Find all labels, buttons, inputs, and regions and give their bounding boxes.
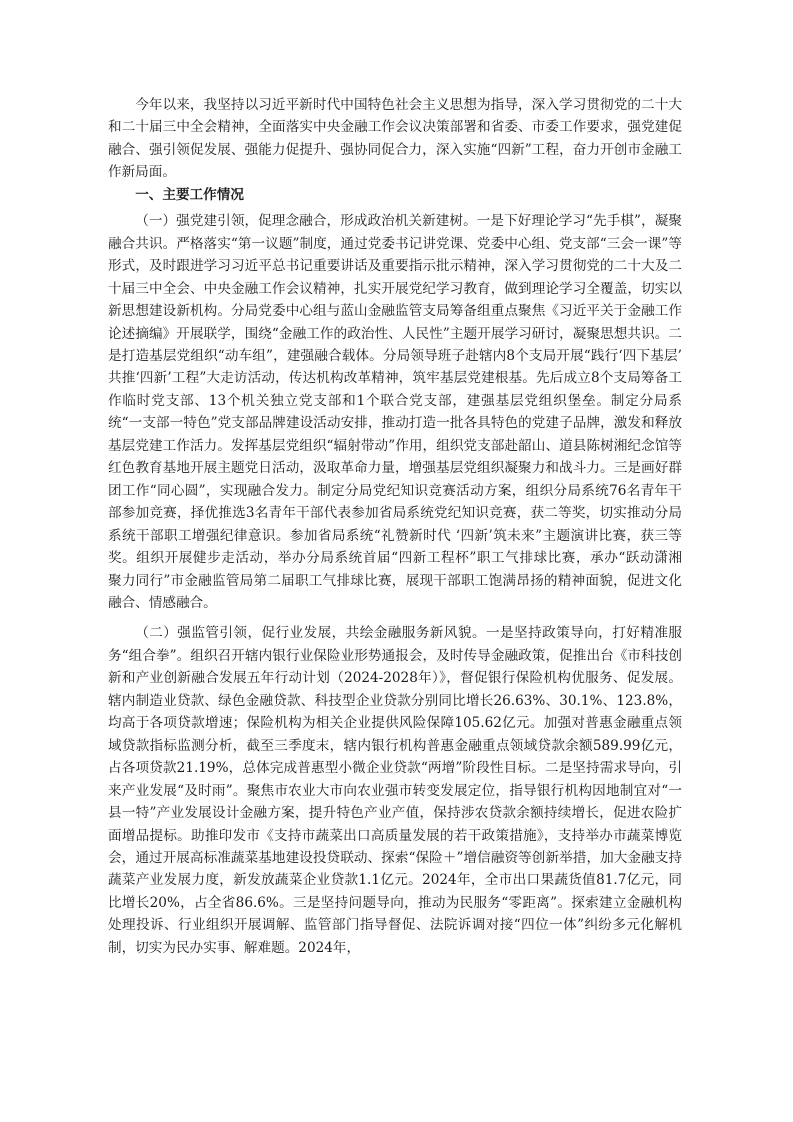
section-heading: 一、主要工作情况: [135, 186, 244, 203]
intro-paragraph: 今年以来，我坚持以习近平新时代中国特色社会主义思想为指导，深入学习贯彻党的二十大和二十届三中全会精神，全面落实中央金融工作会议决策部署和省委、市委工作要求，强党建促融合、强引领促发展、强能力促提升、强协同促合力，深入实施“四新”工程，奋力开创市金融工作新局面。: [108, 97, 682, 181]
body-paragraph-1: （一）强党建引领，促理念融合，形成政治机关新建树。一是下好理论学习“先手棋”，凝聚融合共识。严格落实“第一议题”制度，通过党委书记讲党课、党委中心组、党支部“三会一课”等形式，及时跟进学习习近平总书记重要讲话及重要指示批示精神，深入学习贯彻党的二十大及二十届三中全会、中央金融工作会议精神，扎实开展党纪学习教育，做到理论学习全覆盖，切实以新思想建设新机构。分局党委中心组与蓝山金融监管支局筹备组重点聚焦《习近平关于金融工作论述摘编》开展联学，围绕“金融工作的政治性、人民性”主题开展学习研讨，凝聚思想共识。二是打造基层党组织“动车组”，建强融合载体。分局领导班子赴辖内8个支局开展“践行‘四下基层’ 共推‘四新’工程”大走访活动，传达机构改革精神，筑牢基层党建根基。先后成立8个支局筹备工作临时党支部、13个机关独立党支部和1个联合党支部，建强基层党组织堡垒。制定分局系统“一支部一特色”党支部品牌建设活动安排，推动打造一批各具特色的党建子品牌，激发和释放基层党建工作活力。发挥基层党组织“辐射带动”作用，组织党支部赴韶山、道县陈树湘纪念馆等红色教育基地开展主题党日活动，汲取革命力量，增强基层党组织凝聚力和战斗力。三是画好群团工作“同心圆”，实现融合发力。制定分局党纪知识竞赛活动方案，组织分局系统76名青年干部参加竞赛，择优推选3名青年干部代表参加省局系统党纪知识竞赛，获二等奖，切实推动分局系统干部职工增强纪律意识。参加省局系统“礼赞新时代 ‘四新’筑未来”主题演讲比赛，获三等奖。组织开展健步走活动，举办分局系统首届“四新工程杯”职工气排球比赛，承办“跃动潇湘 聚力同行”市金融监管局第二届职工气排球比赛，展现干部职工饱满昂扬的精神面貌，促进文化融合、情感融合。: [108, 213, 696, 611]
body-paragraph-2: （二）强监管引领，促行业发展，共绘金融服务新风貌。一是坚持政策导向，打好精准服务“组合拳”。组织召开辖内银行业保险业形势通报会，及时传导金融政策，促推出台《市科技创新和产业创新融合发展五年行动计划（2024-2028年）》，督促银行保险机构优服务、促发展。辖内制造业贷款、绿色金融贷款、科技型企业贷款分别同比增长26.63%、30.1%、123.8%，均高于各项贷款增速；保险机构为相关企业提供风险保障105.62亿元。加强对普惠金融重点领域贷款指标监测分析，截至三季度末，辖内银行机构普惠金融重点领域贷款余额589.99亿元，占各项贷款21.19%，总体完成普惠型小微企业贷款“两增”阶段性目标。二是坚持需求导向，引来产业发展“及时雨”。聚焦市农业大市向农业强市转变发展定位，指导银行机构因地制宜对“一县一特”产业发展设计金融方案，提升特色产业产值，保持涉农贷款余额持续增长，促进农险扩面增品提标。助推印发市《支持市蔬菜出口高质量发展的若干政策措施》，支持举办市蔬菜博览会，通过开展高标准蔬菜基地建设投贷联动、探索“保险＋”增信融资等创新举措，加大金融支持蔬菜产业发展力度，新发放蔬菜企业贷款1.1亿元。2024年，全市出口果蔬货值81.7亿元，同比增长20%，占全省86.6%。三是坚持问题导向，推动为民服务“零距离”。探索建立金融机构处理投诉、行业组织开展调解、监管部门指导督促、法院诉调对接“四位一体”纠纷多元化解机制，切实为民办实事、解难题。2024年，: [108, 625, 682, 956]
document-page: [108, 94, 696, 959]
